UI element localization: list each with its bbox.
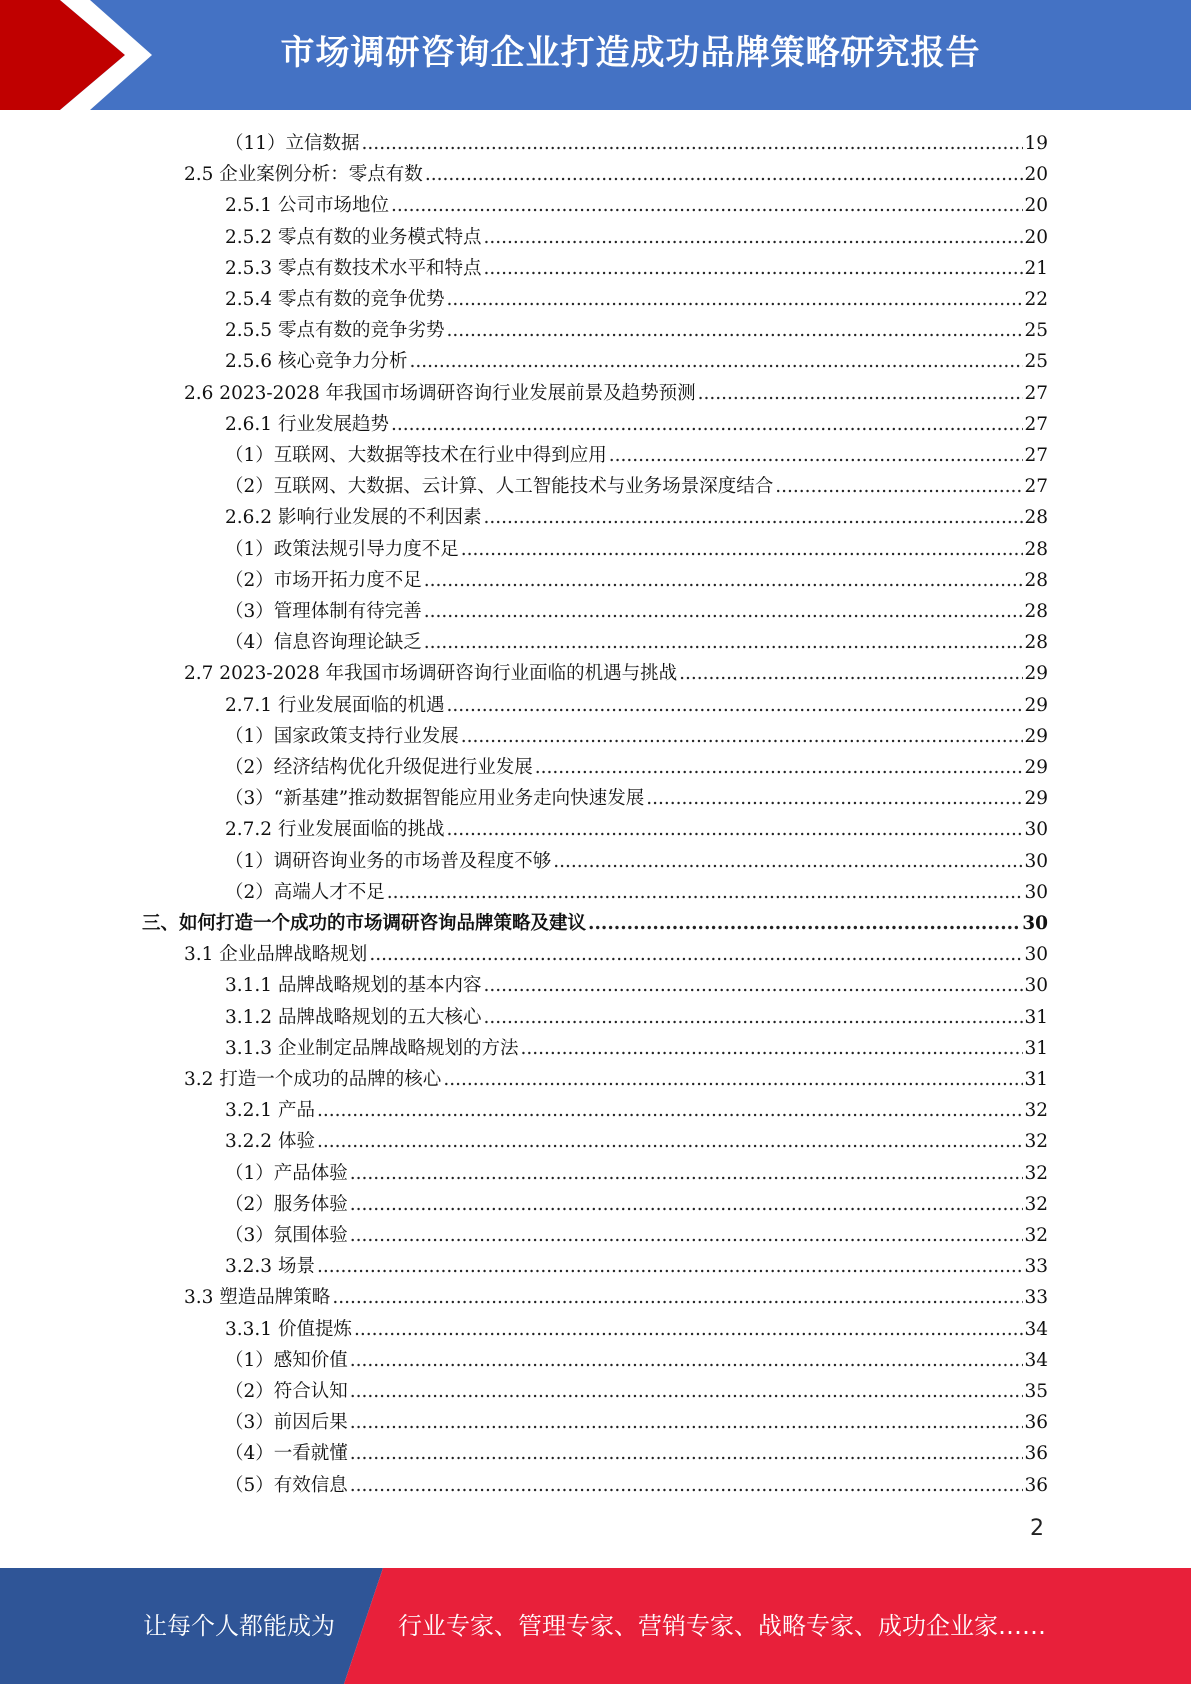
toc-entry[interactable] — [225, 627, 1048, 658]
toc-entry-label: （1）互联网、大数据等技术在行业中得到应用 — [225, 445, 607, 466]
toc-entry[interactable] — [225, 721, 1048, 752]
toc-entry-page: 36 — [1024, 1475, 1048, 1496]
toc-entry-label: 2.7.1 行业发展面临的机遇 — [225, 695, 445, 716]
toc-entry[interactable] — [225, 690, 1048, 721]
toc-entry[interactable] — [225, 1345, 1048, 1376]
toc-entry-page: 31 — [1024, 1069, 1048, 1090]
toc-dot-leader — [461, 534, 1024, 565]
toc-dot-leader — [775, 471, 1023, 502]
toc-entry-label: 2.5.2 零点有数的业务模式特点 — [225, 227, 482, 248]
toc-entry[interactable] — [184, 658, 1048, 689]
toc-entry[interactable] — [225, 471, 1048, 502]
toc-entry[interactable] — [225, 1095, 1048, 1126]
toc-entry[interactable] — [142, 908, 1048, 939]
toc-dot-leader — [350, 1438, 1024, 1469]
toc-entry-page: 30 — [1024, 882, 1048, 903]
toc-entry-page: 28 — [1024, 539, 1048, 560]
toc-entry-label: 2.5.4 零点有数的竞争优势 — [225, 289, 445, 310]
toc-dot-leader — [350, 1345, 1024, 1376]
toc-entry[interactable] — [225, 1407, 1048, 1438]
toc-entry-page: 22 — [1024, 289, 1048, 310]
toc-entry-page: 27 — [1024, 445, 1048, 466]
toc-dot-leader — [362, 128, 1024, 159]
toc-entry[interactable] — [225, 440, 1048, 471]
toc-entry-page: 20 — [1024, 227, 1048, 248]
toc-entry-label: （1）感知价值 — [225, 1350, 348, 1371]
toc-entry-page: 31 — [1024, 1007, 1048, 1028]
toc-entry[interactable] — [225, 1002, 1048, 1033]
toc-dot-leader — [446, 284, 1023, 315]
toc-entry-label: 3.3 塑造品牌策略 — [184, 1287, 331, 1308]
toc-entry-label: 2.7 2023-2028 年我国市场调研咨询行业面临的机遇与挑战 — [184, 663, 678, 684]
toc-entry[interactable] — [225, 409, 1048, 440]
toc-dot-leader — [446, 315, 1023, 346]
toc-dot-leader — [698, 378, 1024, 409]
toc-entry-label: 3.2.2 体验 — [225, 1131, 315, 1152]
toc-entry-label: （11）立信数据 — [225, 133, 360, 154]
toc-entry-page: 28 — [1024, 601, 1048, 622]
toc-dot-leader — [679, 658, 1023, 689]
toc-entry-label: 三、如何打造一个成功的市场调研咨询品牌策略及建议 — [142, 913, 587, 934]
toc-entry-label: （2）符合认知 — [225, 1381, 348, 1402]
toc-dot-leader — [553, 846, 1023, 877]
toc-entry-label: （1）政策法规引导力度不足 — [225, 539, 459, 560]
toc-entry-label: （3）前因后果 — [225, 1412, 348, 1433]
toc-entry[interactable] — [225, 1470, 1048, 1501]
toc-dot-leader — [535, 752, 1024, 783]
toc-dot-leader — [483, 222, 1023, 253]
toc-entry-label: 3.3.1 价值提炼 — [225, 1319, 352, 1340]
toc-entry[interactable] — [225, 1158, 1048, 1189]
toc-entry[interactable] — [225, 253, 1048, 284]
toc-dot-leader — [424, 627, 1024, 658]
toc-entry-label: 2.6.1 行业发展趋势 — [225, 414, 389, 435]
toc-entry-label: （1）调研咨询业务的市场普及程度不够 — [225, 851, 552, 872]
toc-dot-leader — [483, 253, 1023, 284]
toc-entry[interactable] — [225, 1126, 1048, 1157]
toc-dot-leader — [317, 1095, 1024, 1126]
toc-dot-leader — [646, 783, 1023, 814]
toc-dot-leader — [350, 1189, 1024, 1220]
toc-entry-page: 29 — [1024, 663, 1048, 684]
toc-entry-label: （1）产品体验 — [225, 1163, 348, 1184]
toc-entry[interactable] — [184, 378, 1048, 409]
toc-entry-page: 34 — [1024, 1319, 1048, 1340]
toc-entry-label: 2.5.5 零点有数的竞争劣势 — [225, 320, 445, 341]
toc-entry-page: 19 — [1024, 133, 1048, 154]
toc-entry-label: 2.5 企业案例分析：零点有数 — [184, 164, 423, 185]
toc-entry-page: 32 — [1024, 1163, 1048, 1184]
page-footer — [0, 1568, 1191, 1684]
toc-dot-leader — [391, 409, 1023, 440]
toc-entry[interactable] — [225, 190, 1048, 221]
toc-entry-page: 30 — [1024, 944, 1048, 965]
toc-entry-page: 32 — [1024, 1225, 1048, 1246]
toc-entry-page: 34 — [1024, 1350, 1048, 1371]
toc-entry-page: 33 — [1024, 1287, 1048, 1308]
toc-entry-page: 31 — [1024, 1038, 1048, 1059]
toc-entry[interactable] — [225, 128, 1048, 159]
toc-entry[interactable] — [225, 1189, 1048, 1220]
toc-entry[interactable] — [225, 752, 1048, 783]
toc-entry-page: 29 — [1024, 726, 1048, 747]
toc-entry-label: （2）市场开拓力度不足 — [225, 570, 422, 591]
toc-entry[interactable] — [225, 1438, 1048, 1469]
toc-dot-leader — [520, 1033, 1023, 1064]
toc-dot-leader — [369, 939, 1023, 970]
toc-dot-leader — [483, 970, 1023, 1001]
toc-entry-label: （2）经济结构优化升级促进行业发展 — [225, 757, 533, 778]
toc-dot-leader — [461, 721, 1024, 752]
toc-entry-page: 32 — [1024, 1131, 1048, 1152]
toc-entry[interactable] — [225, 346, 1048, 377]
toc-entry-page: 29 — [1024, 695, 1048, 716]
toc-entry-page: 32 — [1024, 1194, 1048, 1215]
toc-entry[interactable] — [225, 846, 1048, 877]
toc-entry-label: （2）服务体验 — [225, 1194, 348, 1215]
toc-entry-label: （3）氛围体验 — [225, 1225, 348, 1246]
toc-dot-leader — [483, 502, 1023, 533]
toc-entry-page: 21 — [1024, 258, 1048, 279]
toc-entry-label: 2.7.2 行业发展面临的挑战 — [225, 819, 445, 840]
toc-entry-page: 30 — [1024, 819, 1048, 840]
toc-dot-leader — [350, 1376, 1024, 1407]
toc-entry-label: 3.1 企业品牌战略规划 — [184, 944, 368, 965]
toc-dot-leader — [332, 1282, 1023, 1313]
toc-dot-leader — [446, 690, 1023, 721]
toc-entry-page: 33 — [1024, 1256, 1048, 1277]
toc-dot-leader — [446, 814, 1023, 845]
toc-entry-label: 2.6 2023-2028 年我国市场调研咨询行业发展前景及趋势预测 — [184, 383, 696, 404]
toc-entry[interactable] — [184, 939, 1048, 970]
toc-dot-leader — [317, 1126, 1024, 1157]
toc-entry[interactable] — [225, 222, 1048, 253]
toc-entry-label: （4）信息咨询理论缺乏 — [225, 632, 422, 653]
toc-dot-leader — [350, 1220, 1024, 1251]
toc-entry[interactable] — [225, 502, 1048, 533]
toc-entry[interactable] — [184, 1282, 1048, 1313]
page-header — [0, 0, 1191, 110]
page-number: 2 — [1030, 1516, 1044, 1541]
toc-entry-label: （3）管理体制有待完善 — [225, 601, 422, 622]
toc-dot-leader — [387, 877, 1024, 908]
toc-entry[interactable] — [225, 1251, 1048, 1282]
toc-entry-page: 30 — [1024, 851, 1048, 872]
toc-entry[interactable] — [225, 877, 1048, 908]
toc-entry-label: 3.2.3 场景 — [225, 1256, 315, 1277]
toc-entry-page: 29 — [1024, 757, 1048, 778]
toc-dot-leader — [609, 440, 1024, 471]
toc-entry[interactable] — [225, 1033, 1048, 1064]
toc-entry-page: 32 — [1024, 1100, 1048, 1121]
toc-entry-label: 2.5.3 零点有数技术水平和特点 — [225, 258, 482, 279]
toc-entry[interactable] — [225, 783, 1048, 814]
toc-entry-page: 25 — [1024, 351, 1048, 372]
toc-entry-page: 25 — [1024, 320, 1048, 341]
toc-entry[interactable] — [225, 565, 1048, 596]
header-chevron-decoration — [0, 0, 160, 110]
toc-dot-leader — [391, 190, 1023, 221]
toc-entry-label: （2）高端人才不足 — [225, 882, 385, 903]
toc-entry-page: 20 — [1024, 195, 1048, 216]
toc-entry[interactable] — [225, 534, 1048, 565]
footer-slogan-left: 让每个人都能成为 — [143, 1612, 335, 1640]
toc-entry-page: 30 — [1024, 975, 1048, 996]
toc-entry[interactable] — [225, 1220, 1048, 1251]
report-title: 市场调研咨询企业打造成功品牌策略研究报告 — [280, 33, 981, 73]
toc-dot-leader — [443, 1064, 1023, 1095]
toc-entry[interactable] — [225, 814, 1048, 845]
toc-entry-page: 27 — [1024, 383, 1048, 404]
toc-entry[interactable] — [184, 1064, 1048, 1095]
footer-slogan-right: 行业专家、管理专家、营销专家、战略专家、成功企业家…… — [398, 1612, 1046, 1640]
toc-entry-page: 29 — [1024, 788, 1048, 809]
toc-entry-page: 36 — [1024, 1443, 1048, 1464]
toc-dot-leader — [424, 596, 1024, 627]
toc-entry-label: （5）有效信息 — [225, 1475, 348, 1496]
toc-entry[interactable] — [225, 970, 1048, 1001]
toc-entry-label: 2.6.2 影响行业发展的不利因素 — [225, 507, 482, 528]
toc-entry[interactable] — [184, 159, 1048, 190]
toc-entry-page: 28 — [1024, 507, 1048, 528]
toc-entry[interactable] — [225, 1376, 1048, 1407]
toc-dot-leader — [424, 565, 1024, 596]
toc-entry-label: （2）互联网、大数据、云计算、人工智能技术与业务场景深度结合 — [225, 476, 774, 497]
toc-entry-label: （3）“新基建”推动数据智能应用业务走向快速发展 — [225, 788, 645, 809]
toc-entry-label: 3.1.3 企业制定品牌战略规划的方法 — [225, 1038, 519, 1059]
toc-entry-label: 2.5.6 核心竞争力分析 — [225, 351, 408, 372]
toc-entry-label: 3.2 打造一个成功的品牌的核心 — [184, 1069, 442, 1090]
toc-entry-label: 3.2.1 产品 — [225, 1100, 315, 1121]
toc-entry-page: 35 — [1024, 1381, 1048, 1402]
toc-entry-page: 27 — [1024, 414, 1048, 435]
toc-dot-leader — [425, 159, 1024, 190]
toc-entry-page: 30 — [1022, 913, 1048, 934]
toc-dot-leader — [483, 1002, 1023, 1033]
toc-entry-page: 28 — [1024, 632, 1048, 653]
toc-entry-page: 27 — [1024, 476, 1048, 497]
toc-entry-label: 2.5.1 公司市场地位 — [225, 195, 389, 216]
toc-dot-leader — [350, 1158, 1024, 1189]
toc-dot-leader — [317, 1251, 1024, 1282]
toc-dot-leader — [350, 1470, 1024, 1501]
toc-entry-label: （1）国家政策支持行业发展 — [225, 726, 459, 747]
toc-entry-label: （4）一看就懂 — [225, 1443, 348, 1464]
toc-entry-page: 28 — [1024, 570, 1048, 591]
toc-dot-leader — [588, 908, 1021, 939]
toc-entry[interactable] — [225, 1314, 1048, 1345]
toc-dot-leader — [354, 1314, 1024, 1345]
toc-entry-page: 20 — [1024, 164, 1048, 185]
toc-entry[interactable] — [225, 596, 1048, 627]
toc-dot-leader — [409, 346, 1023, 377]
toc-entry[interactable] — [225, 315, 1048, 346]
toc-entry-label: 3.1.2 品牌战略规划的五大核心 — [225, 1007, 482, 1028]
toc-entry[interactable] — [225, 284, 1048, 315]
toc-entry-page: 36 — [1024, 1412, 1048, 1433]
toc-dot-leader — [350, 1407, 1024, 1438]
toc-entry-label: 3.1.1 品牌战略规划的基本内容 — [225, 975, 482, 996]
